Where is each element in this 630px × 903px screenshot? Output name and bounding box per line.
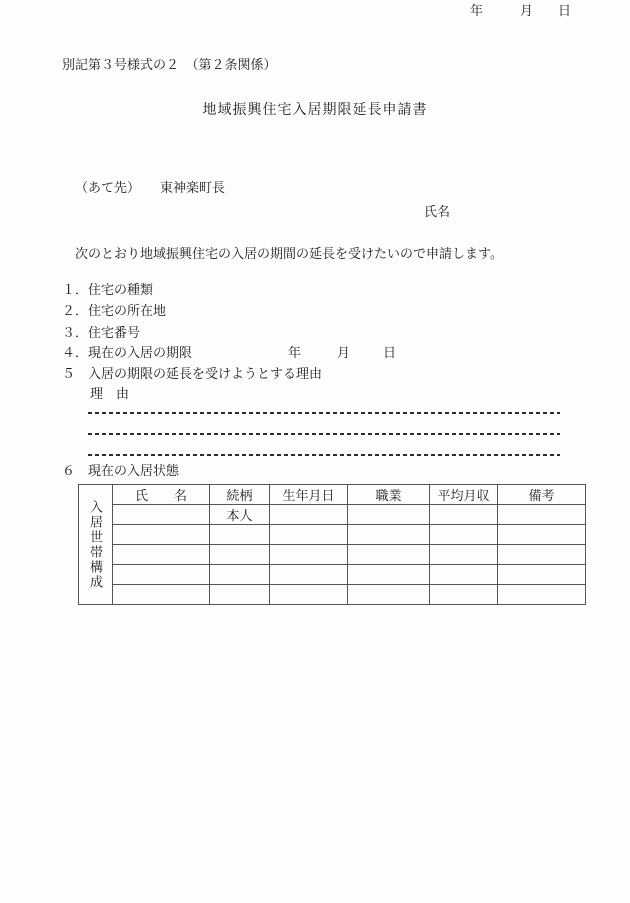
item-housing-type: １．住宅の種類: [62, 282, 154, 297]
addressee-name: 東神楽町長: [160, 179, 226, 195]
intro-sentence: 次のとおり地域振興住宅の入居の期間の延長を受けたいので申請します。: [75, 246, 503, 261]
table-row: [79, 525, 586, 545]
addressee-prefix-label: （あて先）: [75, 179, 141, 195]
col-header-birthdate: 生年月日: [270, 485, 348, 505]
table-cell: [113, 565, 210, 585]
occupancy-table: [78, 484, 586, 605]
deadline-day-label: 日: [383, 345, 397, 360]
col-header-relation: 続柄: [210, 485, 270, 505]
table-cell: [113, 525, 210, 545]
table-row: [79, 565, 586, 585]
table-cell: [270, 505, 348, 525]
table-cell: [430, 525, 498, 545]
table-cell: [430, 585, 498, 605]
table-cell: [270, 565, 348, 585]
reason-ruled-line-3: [88, 454, 560, 456]
table-cell: [430, 505, 498, 525]
item-current-deadline: ４．現在の入居の期限: [62, 345, 193, 360]
table-cell: [498, 585, 586, 605]
page-title: 地域振興住宅入居期限延長申請書: [202, 103, 428, 118]
table-row: [79, 585, 586, 605]
table-cell: [348, 505, 430, 525]
deadline-month-label: 月: [337, 345, 351, 360]
table-cell: [113, 505, 210, 525]
header-date-day-label: 日: [558, 3, 572, 18]
table-row-group-label: 入居世帯構成: [79, 485, 113, 605]
deadline-year-label: 年: [288, 345, 302, 360]
table-header-row: [79, 485, 586, 505]
reason-ruled-line-2: [88, 433, 560, 435]
table-cell: [210, 525, 270, 545]
col-header-name: 氏 名: [113, 485, 210, 505]
table-cell: [210, 585, 270, 605]
col-header-occupation: 職業: [348, 485, 430, 505]
table-cell: [498, 565, 586, 585]
table-cell: [348, 565, 430, 585]
table-cell: [498, 525, 586, 545]
table-row: [79, 505, 586, 525]
item-current-occupancy-status: ６ 現在の入居状態: [62, 463, 180, 478]
item-housing-number: ３．住宅番号: [62, 325, 141, 340]
table-cell: [210, 565, 270, 585]
table-cell: [430, 565, 498, 585]
table-row: [79, 545, 586, 565]
addressee-line: [62, 164, 225, 211]
col-header-monthly-income: 平均月収: [430, 485, 498, 505]
table-cell: [348, 545, 430, 565]
table-cell: [113, 585, 210, 605]
form-id-label: 別記第３号様式の２ （第２条関係）: [62, 57, 277, 72]
table-cell: [270, 525, 348, 545]
item-housing-location: ２．住宅の所在地: [62, 303, 167, 318]
table-cell: [210, 545, 270, 565]
reason-label: 理 由: [90, 386, 130, 401]
header-date-month-label: 月: [520, 3, 534, 18]
table-cell: [348, 525, 430, 545]
table-cell: [270, 545, 348, 565]
item-extension-reason: ５ 入居の期限の延長を受けようとする理由: [62, 366, 323, 381]
reason-ruled-line-1: [88, 412, 560, 414]
table-cell: [348, 585, 430, 605]
table-cell: [430, 545, 498, 565]
header-date-year-label: 年: [470, 3, 484, 18]
table-cell: [498, 545, 586, 565]
table-cell: [113, 545, 210, 565]
table-cell-self: 本人: [210, 505, 270, 525]
table-cell: [270, 585, 348, 605]
applicant-name-label: 氏名: [424, 204, 451, 219]
col-header-remarks: 備考: [498, 485, 586, 505]
table-cell: [498, 505, 586, 525]
